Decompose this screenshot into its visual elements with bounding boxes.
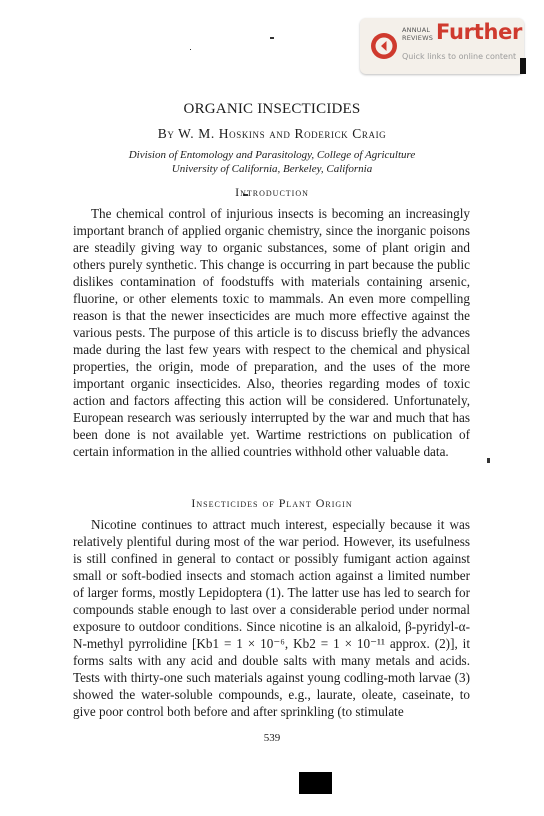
plant-origin-paragraph: Nicotine continues to attract much interest, especially because it was relatively plentiful during most of the war period. However, its usefulness is still confined in general to contact or possibly fumigant action against small or soft-bodied insects and stomach action against a limited number of larger forms, mostly Lepidoptera (1). The latter use has led to search for compounds stable enough to last over a considerable period under normal exposure to outdoor conditions. Since nicotine is an alkaloid, β-pyridyl-α-N-methyl pyrrolidine [Kb1 = 1 × 10⁻⁶, Kb2 = 1 × 10⁻¹¹ approx. (2)], it forms salts with any acid and double salts with many metals and acids. Tests with thirty-one such materials against young codling-moth larvae (3) showed the water-soluble compounds, e.g., laurate, oleate, caseinate, to give poor control both before and after sprinkling (to stimulate — [73, 517, 470, 719]
redaction-block — [299, 772, 332, 794]
publisher-name — [402, 27, 434, 42]
page-number: 539 — [263, 732, 281, 744]
further-links-badge[interactable] — [360, 18, 524, 74]
scan-speck — [190, 49, 191, 50]
publisher-line-1: ANNUAL — [402, 26, 431, 34]
badge-shadow-mark — [520, 58, 526, 74]
section-heading-introduction: Introduction — [235, 185, 309, 199]
annual-reviews-logo-icon — [370, 32, 398, 60]
article-byline: By W. M. Hoskins and Roderick Craig — [157, 126, 387, 141]
publisher-line-2: REVIEWS — [402, 33, 434, 42]
scan-speck — [487, 458, 490, 463]
section-heading-plant-origin: Insecticides of Plant Origin — [191, 496, 353, 510]
further-title: Further — [436, 20, 523, 44]
affiliation-line-2: University of California, Berkeley, California — [171, 163, 373, 175]
affiliation-line-1: Division of Entomology and Parasitology, College of Agriculture — [128, 149, 416, 161]
further-subtitle[interactable]: Quick links to online content — [402, 52, 517, 61]
article-title: ORGANIC INSECTICIDES — [183, 101, 361, 117]
introduction-paragraph: The chemical control of injurious insects is becoming an increasingly important branch of applied organic chemistry, since the inorganic poisons are steadily giving way to organic substances, some of plant origin and others purely synthetic. This change is occurring in part because the public dislikes contamination of foodstuffs with materials containing arsenic, fluorine, or other elements toxic to mammals. An even more compelling reason is that the newer insecticides are much more effective against the various pests. The purpose of this article is to discuss briefly the advances made during the last few years with respect to the chemical and physical properties, the origin, mode of preparation, and the uses of the more important organic insecticides. Also, theories regarding modes of toxic action and factors affecting this action will be considered. Unfortunately, European research was seriously interrupted by the war and much that has been done is not available yet. Wartime restrictions on publication of certain information in the allied countries withhold other valuable data. — [73, 206, 470, 459]
scan-speck — [270, 37, 274, 39]
